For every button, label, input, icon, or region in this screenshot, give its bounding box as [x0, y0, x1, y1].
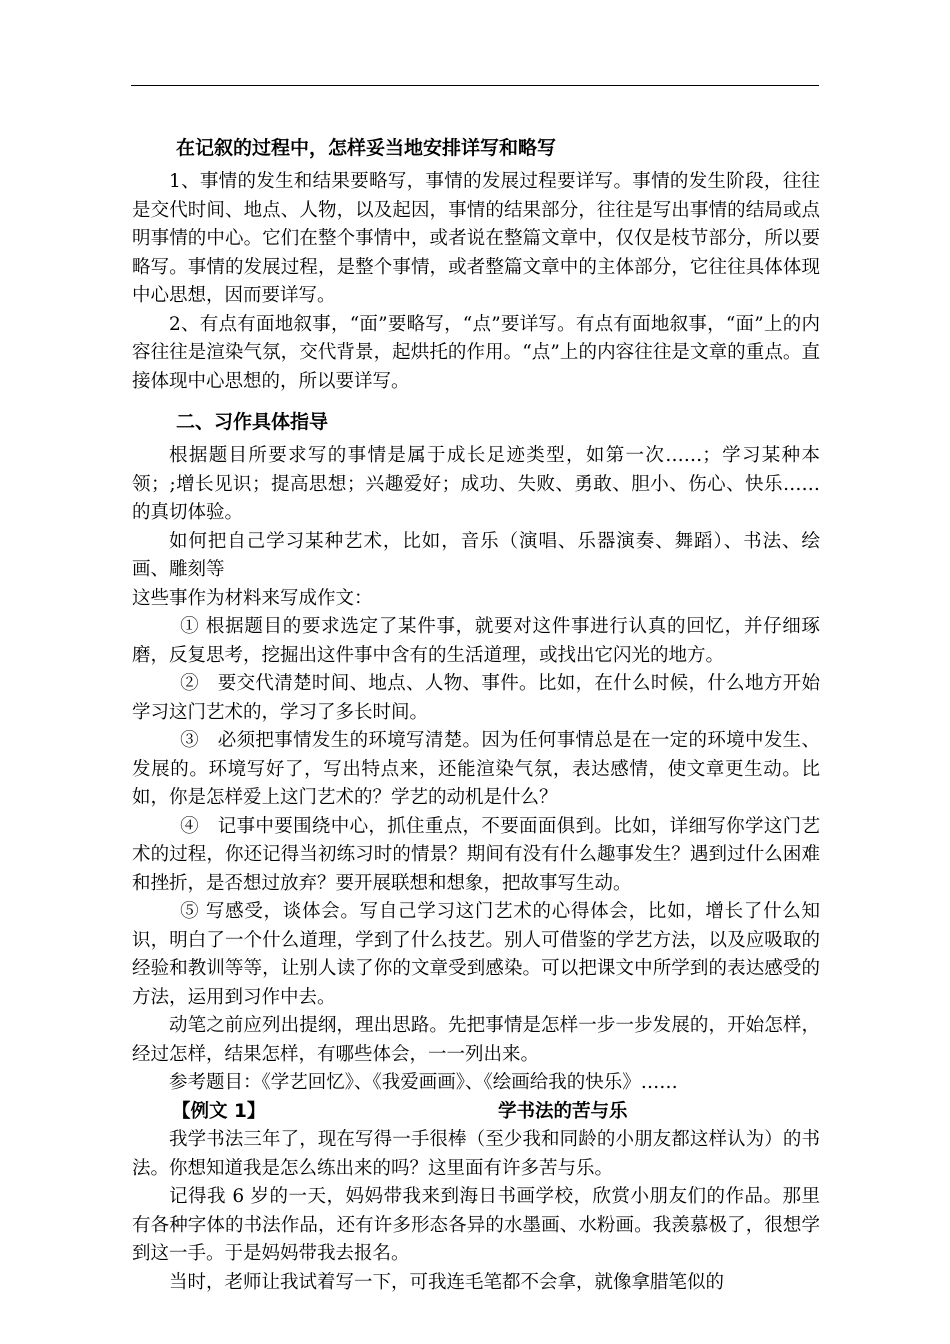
point-3: ③ 必须把事情发生的环境写清楚。因为任何事情总是在一定的环境中发生、发展的。环境写好了，写出特点来，还能渲染气氛，表达感情，使文章更生动。比如，你是怎样爱上这门艺术的？学艺的动机是什么？ — [132, 730, 820, 808]
header-rule — [131, 85, 819, 86]
example-header — [132, 1098, 820, 1127]
example-paragraph-1: 我学书法三年了，现在写得一手很棒（至少我和同龄的小朋友都这样认为）的书法。你想知道我是怎么练出来的吗？这里面有许多苦与乐。 — [132, 1129, 820, 1179]
paragraph-material-intro: 这些事作为材料来写成作文： — [132, 587, 373, 609]
paragraph-reference-titles: 参考题目：《学艺回忆》、《我爱画画》、《绘画给我的快乐》…… — [169, 1072, 678, 1093]
paragraph-rule-1: 1、事情的发生和结果要略写，事情的发展过程要详写。事情的发生阶段，往往是交代时间、地点、人物，以及起因，事情的结果部分，往往是写出事情的结局或点明事情的中心。它们在整个事情中，或者说在整篇文章中，仅仅是枝节部分，所以要略写。事情的发展过程，是整个事情，或者整篇文章中的主体部分，它往往具体体现中心思想，因而要详写。 — [132, 171, 820, 306]
paragraph-outline: 动笔之前应列出提纲，理出思路。先把事情是怎样一步一步发展的，开始怎样，经过怎样，结果怎样，有哪些体会，一一列出来。 — [132, 1015, 820, 1065]
point-1: ① 根据题目的要求选定了某件事，就要对这件事进行认真的回忆，并仔细琢磨，反复思考，挖掘出这件事中含有的生活道理，或找出它闪光的地方。 — [132, 616, 820, 666]
point-2: ② 要交代清楚时间、地点、人物、事件。比如，在什么时候，什么地方开始学习这门艺术的，学习了多长时间。 — [132, 673, 820, 723]
example-label: 【例文 1】 — [172, 1100, 266, 1122]
section-heading-detail-brief: 在记叙的过程中，怎样妥当地安排详写和略写 — [176, 137, 557, 159]
paragraph-topic-type: 根据题目所要求写的事情是属于成长足迹类型，如第一次……；学习某种本领；;增长见识；提高思想；兴趣爱好；成功、失败、勇敢、胆小、伤心、快乐……的真切体验。 — [132, 445, 820, 523]
example-title: 学书法的苦与乐 — [498, 1100, 628, 1122]
paragraph-art-examples: 如何把自己学习某种艺术，比如，音乐（演唱、乐器演奏、舞蹈）、书法、绘画、雕刻等 — [132, 530, 820, 580]
paragraph-rule-2: 2、有点有面地叙事，“面”要略写，“点”要详写。有点有面地叙事，“面”上的内容往往是渲染气氛，交代背景，起烘托的作用。“点”上的内容往往是文章的重点。直接体现中心思想的，所以要详写。 — [132, 313, 820, 392]
example-paragraph-3: 当时，老师让我试着写一下，可我连毛笔都不会拿，就像拿腊笔似的 — [169, 1271, 725, 1293]
document-page — [132, 128, 820, 1297]
section-heading-guidance: 二、习作具体指导 — [176, 411, 329, 433]
example-paragraph-2: 记得我 6 岁的一天，妈妈带我来到海日书画学校，欣赏小朋友们的作品。那里有各种字体的书法作品，还有许多形态各异的水墨画、水粉画。我羡慕极了，很想学到这一手。于是妈妈带我去报名。 — [132, 1186, 820, 1264]
point-5: ⑤ 写感受，谈体会。写自己学习这门艺术的心得体会，比如，增长了什么知识，明白了一个什么道理，学到了什么技艺。别人可借鉴的学艺方法，以及应吸取的经验和教训等等，让别人读了你的文章受到感染。可以把课文中所学到的表达感受的方法，运用到习作中去。 — [132, 901, 820, 1008]
point-4: ④ 记事中要围绕中心，抓住重点，不要面面俱到。比如，详细写你学这门艺术的过程，你还记得当初练习时的情景？期间有没有什么趣事发生？遇到过什么困难和挫折，是否想过放弃？要开展联想和想象，把故事写生动。 — [132, 815, 820, 894]
